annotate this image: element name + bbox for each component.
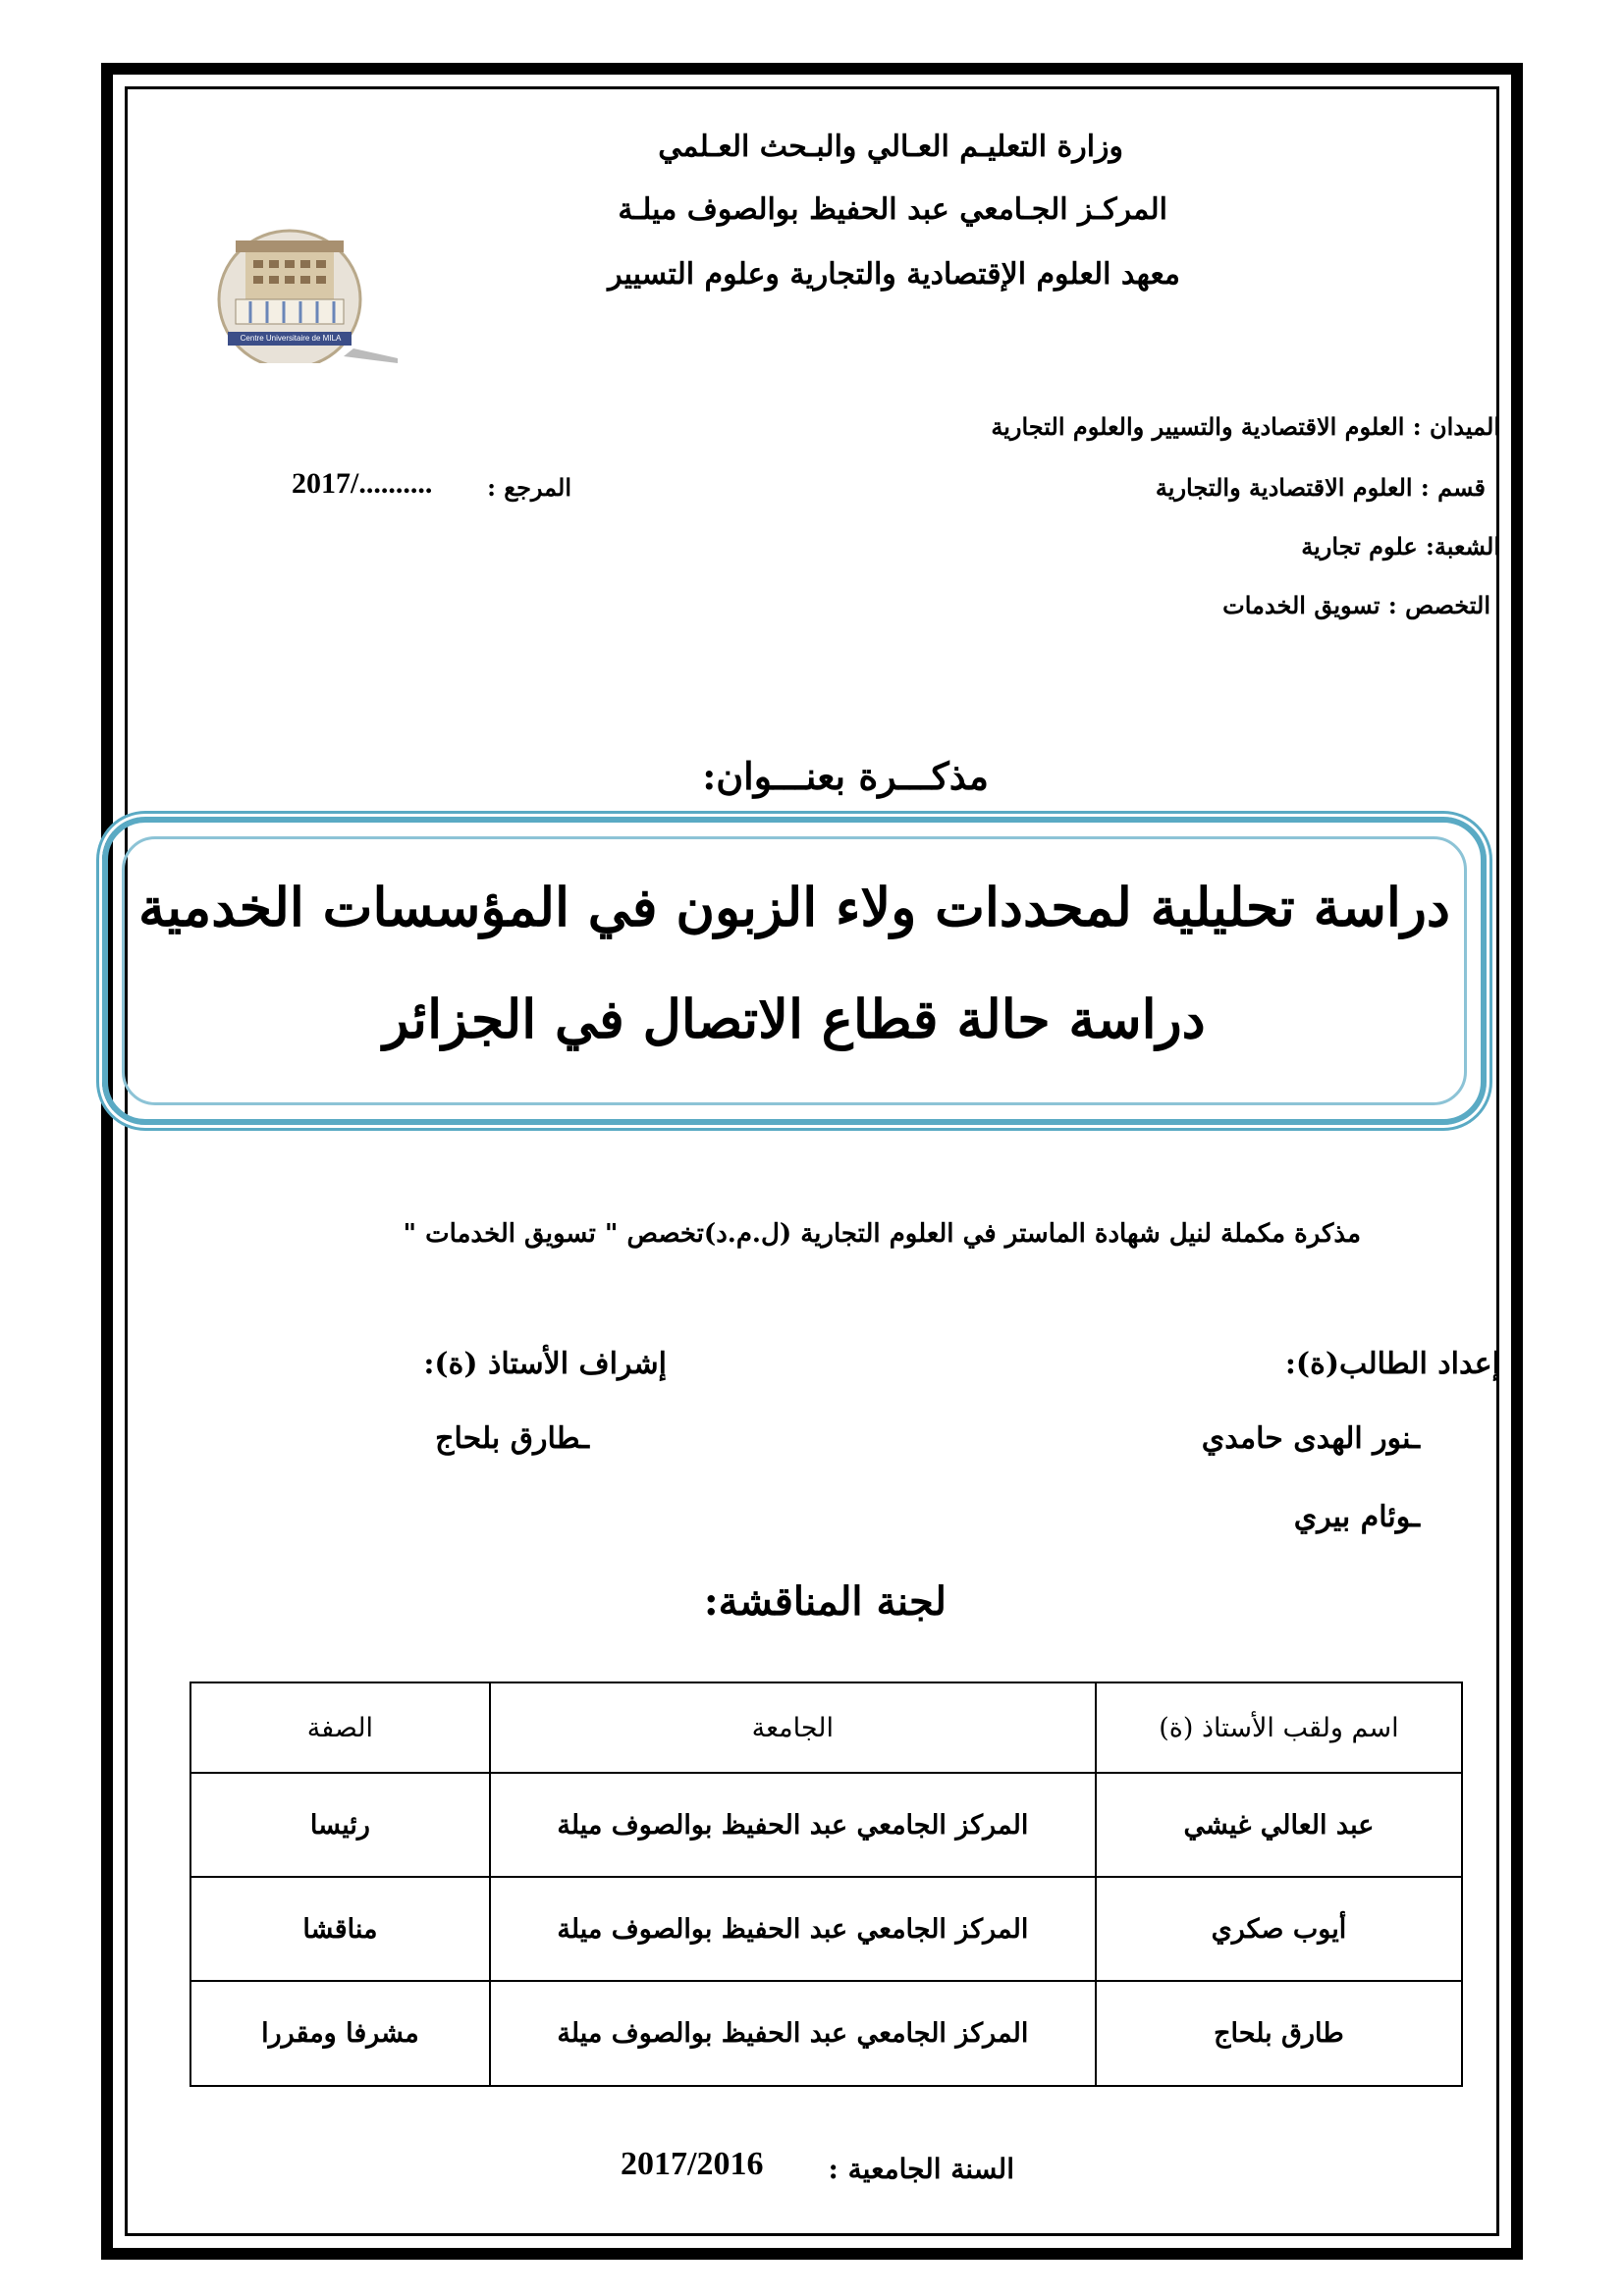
member-role: مناقشا [190,1877,490,1981]
committee-heading: لجنة المناقشة: [703,1578,947,1625]
committee-table [189,1682,1463,2087]
specialty-line: التخصص : تسويق الخدمات [1222,591,1490,619]
table-row [190,1877,1462,1981]
table-row [190,1981,1462,2086]
supervisor-name: ـطارق بلحاج [435,1421,589,1456]
column-header-name: اسم ولقب الأستاذ (ة) [1096,1682,1462,1773]
field-line: الميدان : العلوم الاقتصادية والتسيير والعلوم التجارية [991,412,1500,441]
academic-year-value: 2017/2016 [621,2146,764,2182]
student-name-2: ـوئام بيري [1293,1500,1420,1534]
ministry-line: وزارة التعليـم العـالي والبـحث العـلمي [658,130,1123,164]
student-name-1: ـنور الهدى حامدي [1201,1421,1420,1456]
reference-label: المرجع : [487,473,571,502]
reference-value: 2017/.......... [292,467,433,500]
column-header-role: الصفة [190,1682,490,1773]
academic-year-label: السنة الجامعية : [828,2153,1014,2185]
institute-line: معهد العلوم الإقتصادية والتجارية وعلوم التسيير [608,257,1180,292]
title-line-2: دراسة حالة قطاع الاتصال في الجزائر [383,988,1206,1050]
column-header-university: الجامعة [490,1682,1096,1773]
member-university: المركز الجامعي عبد الحفيظ بوالصوف ميلة [490,1981,1096,2086]
member-role: مشرفا ومقررا [190,1981,490,2086]
supervisor-heading: إشراف الأستاذ (ة): [423,1347,667,1381]
memo-label: مذكـــرة بعنـــوان: [702,754,989,798]
member-name: عبد العالي غيشي [1096,1773,1462,1877]
member-name: طارق بلحاج [1096,1981,1462,2086]
title-line-1: دراسة تحليلية لمحددات ولاء الزبون في المؤسسات الخدمية [138,876,1450,938]
member-name: أيوب صكري [1096,1877,1462,1981]
branch-line: الشعبة: علوم تجارية [1301,532,1500,561]
member-university: المركز الجامعي عبد الحفيظ بوالصوف ميلة [490,1877,1096,1981]
table-row [190,1773,1462,1877]
member-role: رئيسا [190,1773,490,1877]
university-line: المركـز الجـامعي عبد الحفيظ بوالصوف ميلـة [618,192,1167,227]
department-line: قسم : العلوم الاقتصادية والتجارية [1155,473,1486,502]
title-box [102,817,1487,1125]
students-heading: إعداد الطالب(ة): [1284,1347,1500,1381]
logo-caption: Centre Universitaire de MILA [240,334,342,343]
degree-text: مذكرة مكملة لنيل شهادة الماستر في العلوم التجارية (ل.م.د)تخصص " تسويق الخدمات " [403,1219,1361,1249]
university-logo [206,201,403,363]
member-university: المركز الجامعي عبد الحفيظ بوالصوف ميلة [490,1773,1096,1877]
table-header-row [190,1682,1462,1773]
